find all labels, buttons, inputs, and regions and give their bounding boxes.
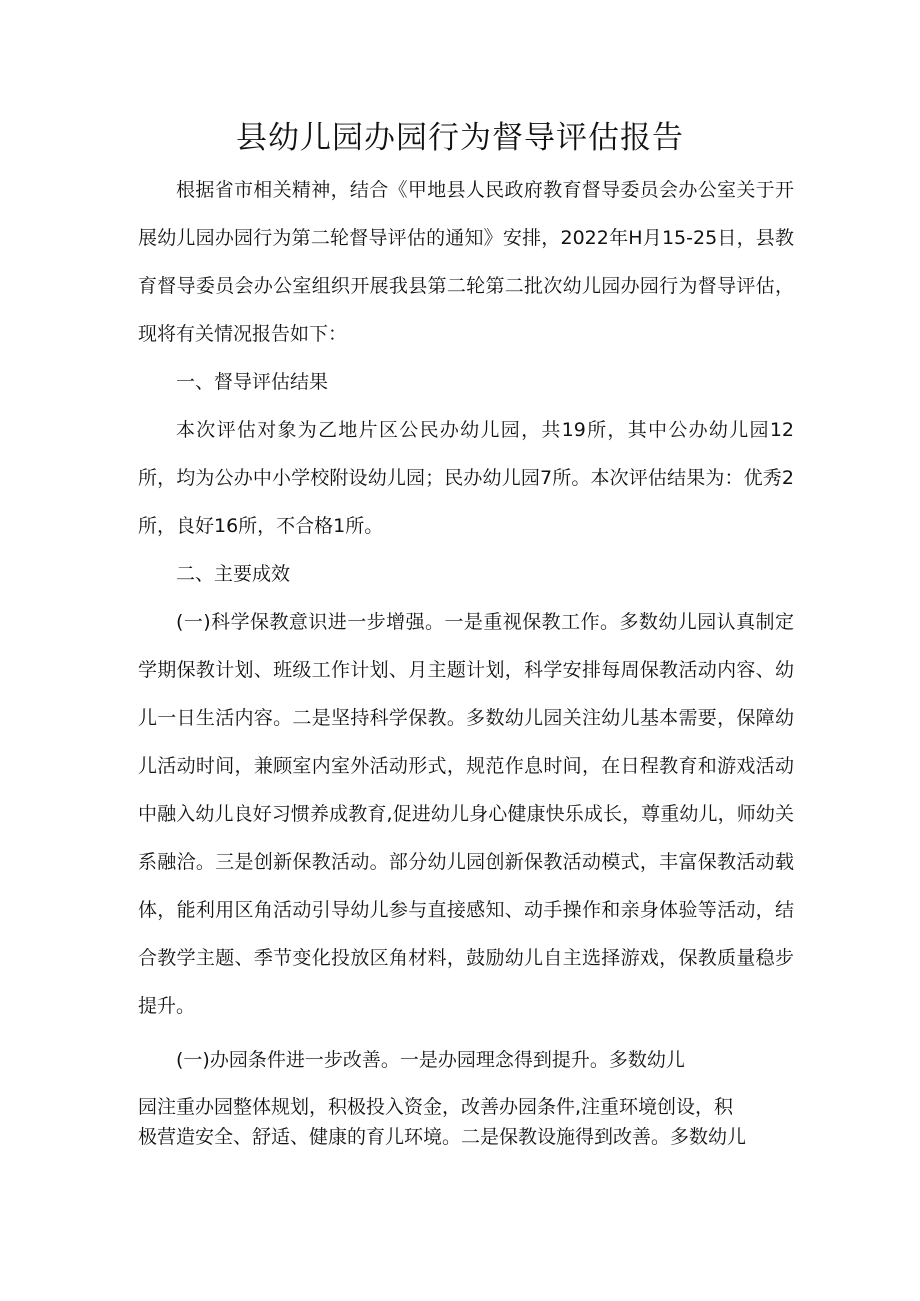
intro-paragraph: 根据省市相关精神，结合《甲地县人民政府教育督导委员会办公室关于开展幼儿园办园行为第二轮督导评估的通知》安排，2022年H月15-25日，县教育督导委员会办公室组织开展我县第二轮第二批次幼儿园办园行为督导评估，现将有关情况报告如下：: [138, 179, 794, 345]
document-body: [138, 166, 794, 1084]
achievement-paragraph-2-first-line: (一)办园条件进一步改善。一是办园理念得到提升。多数幼儿: [176, 1049, 685, 1071]
document-title: 县幼儿园办园行为督导评估报告: [236, 120, 684, 156]
achievement-paragraph-2-continued: [138, 1092, 794, 1152]
achievement-paragraph-1: (一)科学保教意识进一步增强。一是重视保教工作。多数幼儿园认真制定学期保教计划、班级工作计划、月主题计划，科学安排每周保教活动内容、幼儿一日生活内容。二是坚持科学保教。多数幼儿园关注幼儿基本需要，保障幼儿活动时间，兼顾室内室外活动形式，规范作息时间，在日程教育和游戏活动中融入幼儿良好习惯养成教育,促进幼儿身心健康快乐成长，尊重幼儿，师幼关系融洽。三是创新保教活动。部分幼儿园创新保教活动模式，丰富保教活动载体，能利用区角活动引导幼儿参与直接感知、动手操作和亲身体验等活动，结合教学主题、季节变化投放区角材料，鼓励幼儿自主选择游戏，保教质量稳步提升。: [138, 611, 794, 1017]
section-heading-achievements: 二、主要成效: [176, 563, 291, 585]
section-heading-results: 一、督导评估结果: [176, 371, 329, 393]
paragraph-line: 极营造安全、舒适、健康的育儿环境。二是保教设施得到改善。多数幼儿: [138, 1126, 747, 1148]
results-paragraph: 本次评估对象为乙地片区公民办幼儿园，共19所，其中公办幼儿园12所，均为公办中小学校附设幼儿园；民办幼儿园7所。本次评估结果为：优秀2所，良好16所，不合格1所。: [138, 419, 794, 537]
paragraph-line: 园注重办园整体规划，积极投入资金，改善办园条件,注重环境创设，积: [138, 1096, 734, 1118]
